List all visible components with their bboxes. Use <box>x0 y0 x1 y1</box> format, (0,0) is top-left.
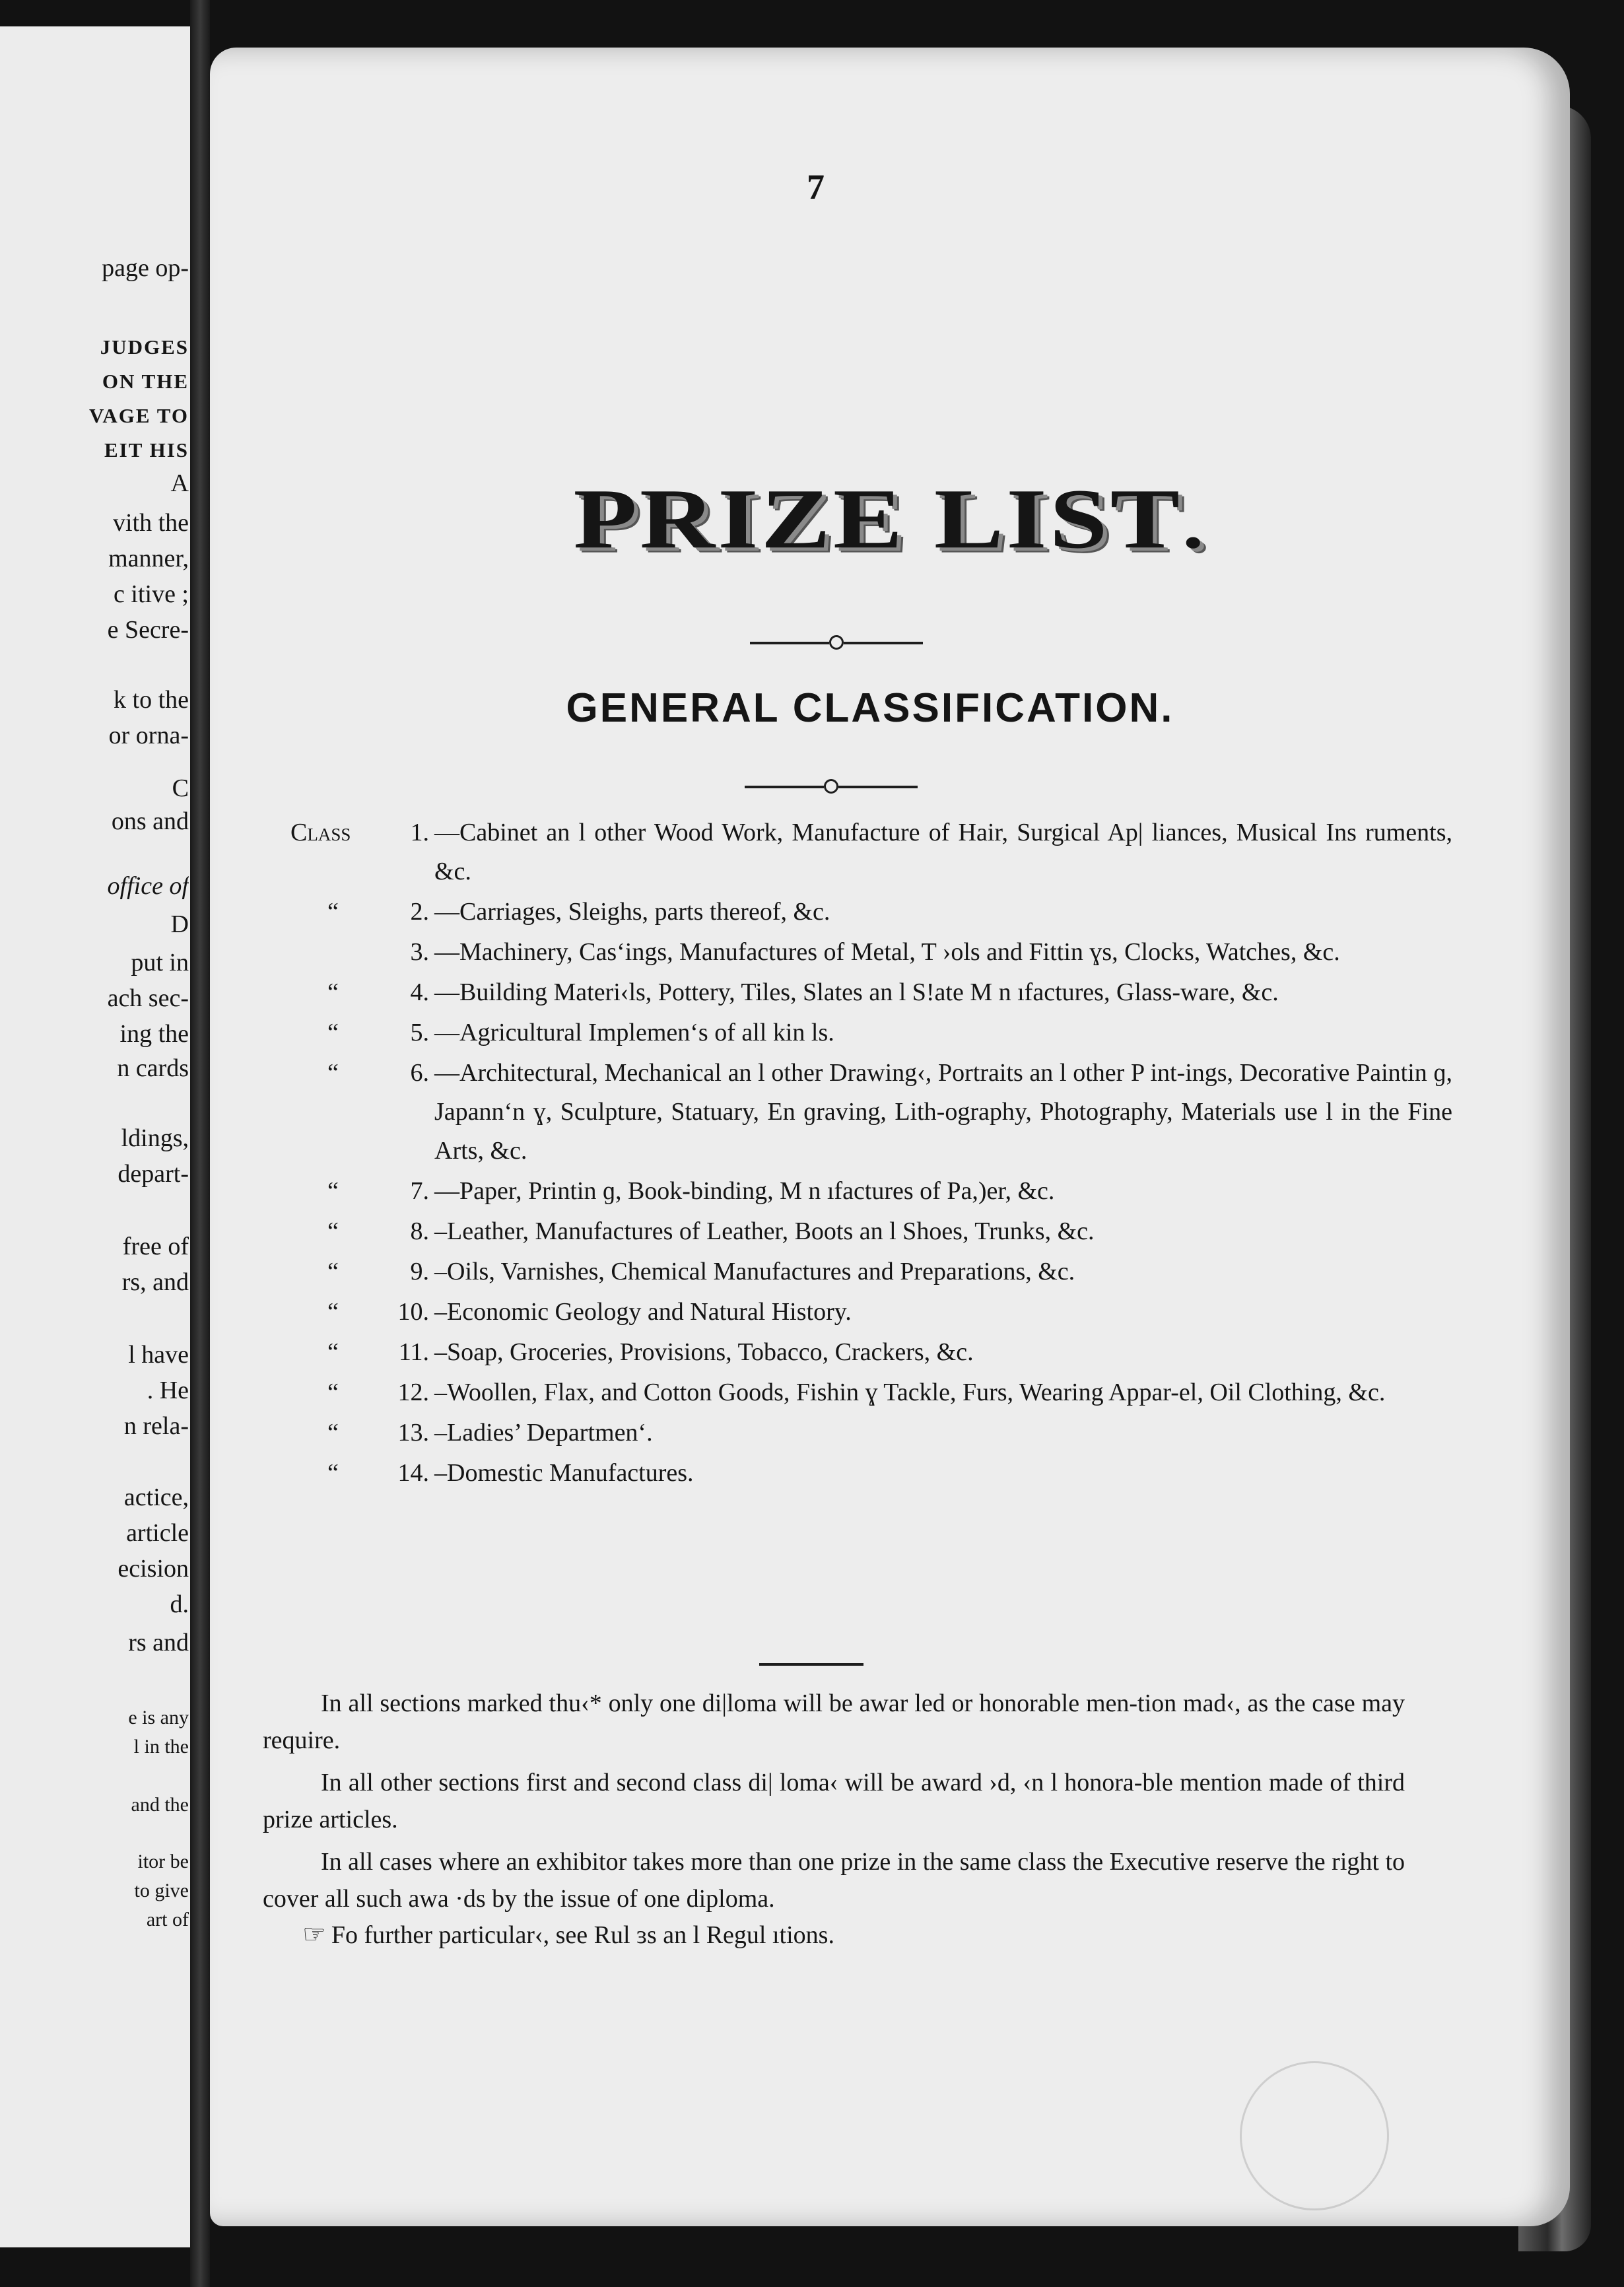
class-row <box>290 1252 1452 1291</box>
class-number: 7. <box>410 1177 429 1205</box>
facing-page-line: art of <box>146 1909 189 1930</box>
note-paragraph: In all other sections first and second class di| loma‹ will be award ›d, ‹n l honora-ble mention made of third prize articles. <box>263 1769 1405 1833</box>
facing-page-line: l in the <box>133 1736 189 1758</box>
ditto-mark: “ <box>327 1379 339 1406</box>
facing-page-line: ons and <box>111 807 189 835</box>
note-paragraph: In all cases where an exhibitor takes more than one prize in the same class the Executive reserve the right to cover all such awa ·ds by the issue of one diploma. <box>263 1848 1405 1913</box>
class-number: 12. <box>397 1379 429 1406</box>
facing-page-line: A <box>170 469 189 497</box>
facing-page-line: ON THE <box>102 370 189 393</box>
title-rule-ornament <box>829 635 844 650</box>
page-subtitle: GENERAL CLASSIFICATION. <box>566 685 1174 731</box>
class-number: 13. <box>397 1419 429 1447</box>
ditto-mark: “ <box>327 1298 339 1326</box>
facing-page-line: ldings, <box>121 1124 189 1152</box>
facing-page-line: EIT HIS <box>104 438 189 461</box>
class-number: 11. <box>398 1338 429 1366</box>
footnote-text: Fo further particular‹, see Rul ɜs an l Regul ıtions. <box>331 1921 834 1949</box>
class-row <box>290 1373 1452 1412</box>
facing-page-line: k to the <box>114 686 189 714</box>
class-number: 10. <box>397 1298 429 1326</box>
facing-page-line: vith the <box>112 509 189 537</box>
book-binding <box>190 0 210 2287</box>
facing-page-line: rs, and <box>121 1268 189 1296</box>
class-description: –Ladies’ Departmen‘. <box>434 1419 653 1447</box>
facing-page-line: D <box>170 910 189 938</box>
class-description: –Soap, Groceries, Provisions, Tobacco, Crackers, &c. <box>434 1338 974 1366</box>
page-title-text: PRIZE LIST <box>573 471 1182 566</box>
page-title <box>210 470 1570 568</box>
class-number: 2. <box>410 898 429 926</box>
subtitle-rule-left <box>745 786 824 788</box>
class-description: —Carriages, Sleighs, parts thereof, &c. <box>434 898 830 926</box>
page-title-mark: . <box>1182 485 1207 564</box>
class-description: —Cabinet an l other Wood Work, Manufacture of Hair, Surgical Ap| liances, Musical Ins ruments, &c. <box>434 819 1452 885</box>
facing-page-line: e is any <box>128 1707 189 1728</box>
class-description: —Agricultural Implemen‘s of all kin ls. <box>434 1019 834 1046</box>
note-paragraph: In all sections marked thu‹* only one di|loma will be awar led or honorable men-tion mad‹, as the case may require. <box>263 1690 1405 1754</box>
facing-page-line: manner, <box>108 545 189 572</box>
facing-page-line: e Secre- <box>107 616 189 644</box>
facing-page-line: n cards <box>117 1054 189 1082</box>
facing-page-line: office of <box>107 872 189 900</box>
class-label: Class <box>290 819 351 846</box>
facing-page-line: and the <box>131 1794 189 1816</box>
facing-page-line: or orna- <box>108 722 189 749</box>
ditto-mark: “ <box>327 1217 339 1245</box>
ditto-mark: “ <box>327 1338 339 1366</box>
class-row <box>290 1212 1452 1251</box>
ditto-mark: “ <box>327 1459 339 1487</box>
class-number: 8. <box>410 1217 429 1245</box>
facing-page-line: actice, <box>123 1484 189 1511</box>
facing-page-line: article <box>126 1519 189 1547</box>
class-number: 9. <box>410 1258 429 1285</box>
facing-page-line: free of <box>122 1233 189 1260</box>
class-number: 14. <box>397 1459 429 1487</box>
class-description: –Domestic Manufactures. <box>434 1459 694 1487</box>
facing-page-line: page op- <box>102 254 189 282</box>
class-number: 3. <box>410 938 429 966</box>
facing-page-line: VAGE TO <box>89 404 189 427</box>
class-list <box>290 813 1452 1494</box>
class-number: 4. <box>410 978 429 1006</box>
facing-page-line: c itive ; <box>114 580 189 608</box>
class-description: —Machinery, Cas‘ings, Manufactures of Metal, T ›ols and Fittin ɣs, Clocks, Watches, &c. <box>434 938 1340 966</box>
facing-page-line: ecision <box>118 1555 189 1583</box>
facing-page-line: n rela- <box>123 1412 189 1440</box>
class-row <box>290 893 1452 932</box>
facing-page-line: to give <box>134 1880 189 1901</box>
class-row <box>290 1333 1452 1372</box>
facing-page-line: ing the <box>119 1020 189 1048</box>
subtitle-rule-ornament <box>824 779 838 794</box>
class-description: —Building Materi‹ls, Pottery, Tiles, Slates an l S!ate M n ıfactures, Glass-ware, &c. <box>434 978 1279 1006</box>
title-rule-right <box>844 642 923 644</box>
class-row <box>290 973 1452 1012</box>
class-row <box>290 1414 1452 1452</box>
class-row <box>290 813 1452 891</box>
class-row <box>290 1172 1452 1211</box>
facing-page-line: . He <box>147 1377 189 1404</box>
class-row <box>290 933 1452 972</box>
ditto-mark: “ <box>327 1019 339 1046</box>
library-stamp <box>1240 2061 1389 2210</box>
class-description: –Oils, Varnishes, Chemical Manufactures and Preparations, &c. <box>434 1258 1075 1285</box>
facing-page-line: ach sec- <box>107 984 189 1012</box>
class-row <box>290 1454 1452 1493</box>
pointing-hand-icon: ☞ <box>302 1919 326 1949</box>
section-rule <box>759 1663 863 1666</box>
ditto-mark: “ <box>327 1177 339 1205</box>
ditto-mark: “ <box>327 1419 339 1447</box>
class-row <box>290 1054 1452 1171</box>
subtitle-rule-right <box>838 786 918 788</box>
class-description: –Woollen, Flax, and Cotton Goods, Fishin ɣ Tackle, Furs, Wearing Appar-el, Oil Clothing, &c. <box>434 1379 1386 1406</box>
class-number: 6. <box>410 1059 429 1087</box>
class-description: –Economic Geology and Natural History. <box>434 1298 852 1326</box>
page-number: 7 <box>807 167 825 207</box>
class-description: —Paper, Printin ɡ, Book-binding, M n ıfactures of Pa,)er, &c. <box>434 1177 1055 1205</box>
ditto-mark: “ <box>327 898 339 926</box>
ditto-mark: “ <box>327 978 339 1006</box>
facing-page-line: itor be <box>137 1851 189 1872</box>
title-rule-left <box>750 642 829 644</box>
footnote <box>263 1916 1405 1954</box>
facing-page-line: C <box>172 774 189 802</box>
facing-page <box>0 26 194 2247</box>
ditto-mark: “ <box>327 1059 339 1087</box>
ditto-mark: “ <box>327 1258 339 1285</box>
class-description: —Architectural, Mechanical an l other Drawing‹, Portraits an l other P int-ings, Decorative Paintin ɡ, Japann‘n ɣ, Sculpture, Statuary, En ɡraving, Lith-ography, Photography, Materials use l in the Fine Arts, &c. <box>434 1059 1452 1165</box>
main-page <box>210 48 1570 2226</box>
class-description: –Leather, Manufactures of Leather, Boots an l Shoes, Trunks, &c. <box>434 1217 1095 1245</box>
facing-page-line: JUDGES <box>100 335 189 358</box>
class-row <box>290 1013 1452 1052</box>
class-row <box>290 1293 1452 1332</box>
notes <box>263 1685 1405 1923</box>
facing-page-line: put in <box>131 949 189 976</box>
facing-page-line: depart- <box>118 1160 189 1188</box>
facing-page-line: d. <box>170 1590 189 1618</box>
class-number: 1. <box>410 819 429 846</box>
facing-page-line: rs and <box>128 1629 189 1656</box>
facing-page-line: l have <box>128 1341 189 1369</box>
class-number: 5. <box>410 1019 429 1046</box>
